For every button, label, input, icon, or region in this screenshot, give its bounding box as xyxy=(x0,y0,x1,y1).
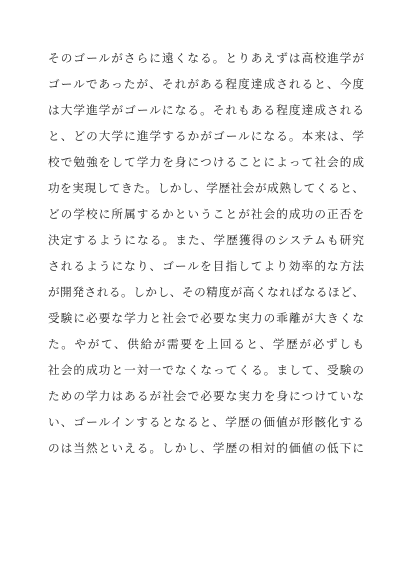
text-line: どの学校に所属するかということが社会的成功の正否を xyxy=(48,207,364,221)
text-line: そのゴールがさらに遠くなる。とりあえずは高校進学が xyxy=(48,51,364,65)
text-line: は大学進学がゴールになる。それもある程度達成される xyxy=(48,103,364,117)
text-line: 決定するようになる。また、学歴獲得のシステムも研究 xyxy=(48,233,364,247)
text-line: ゴールであったが、それがある程度達成されると、今度 xyxy=(48,77,364,91)
text-line: と、どの大学に進学するかがゴールになる。本来は、学 xyxy=(48,129,364,143)
text-line: されるようになり、ゴールを目指してより効率的な方法 xyxy=(48,259,364,273)
text-line: 社会的成功と一対一でなくなってくる。まして、受験の xyxy=(48,363,364,377)
text-line: い、ゴールインするとなると、学歴の価値が形骸化する xyxy=(48,415,364,429)
text-line: ための学力はあるが社会で必要な実力を身につけていな xyxy=(48,389,364,403)
text-line: が開発される。しかし、その精度が高くなればなるほど、 xyxy=(48,285,364,299)
text-line: のは当然といえる。しかし、学歴の相対的価値の低下に xyxy=(48,441,364,455)
text-line: 受験に必要な学力と社会で必要な実力の乖離が大きくな xyxy=(48,311,364,325)
body-text xyxy=(48,45,364,461)
text-line: 校で勉強をして学力を身につけることによって社会的成 xyxy=(48,155,364,169)
text-line: 功を実現してきた。しかし、学歴社会が成熟してくると、 xyxy=(48,181,364,195)
text-line: た。やがて、供給が需要を上回ると、学歴が必ずしも xyxy=(48,337,364,351)
